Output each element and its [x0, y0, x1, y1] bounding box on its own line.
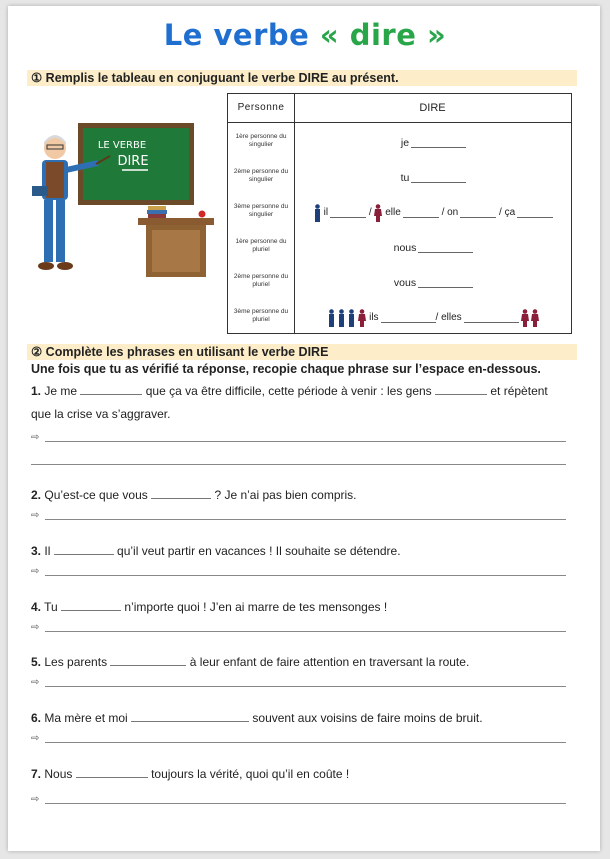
answer-blank[interactable] [131, 711, 249, 722]
arrow-icon: ⇨ [31, 677, 40, 688]
conjugation-table [227, 93, 572, 334]
answer-blank[interactable] [435, 384, 487, 395]
answer-line[interactable] [31, 432, 566, 446]
arrow-icon: ⇨ [31, 622, 40, 633]
table-row [228, 230, 573, 265]
answer-blank[interactable] [418, 278, 473, 288]
answer-blank[interactable] [403, 208, 439, 218]
person-label: 2ème personne du singulier [233, 168, 289, 183]
person-label: 3ème personne du pluriel [233, 308, 289, 323]
pronoun-nous: nous [393, 241, 417, 254]
pronoun-vous: vous [393, 276, 417, 289]
male-group-icon [328, 309, 346, 327]
question-4: 4. Tu n’importe quoi ! J’en ai marre de tes mensonges ! [31, 600, 388, 614]
header-verb: DIRE [294, 94, 571, 123]
table-row [228, 265, 573, 300]
pronoun-je: je [400, 136, 410, 149]
answer-blank[interactable] [54, 544, 114, 555]
section2-instruction: ② Complète les phrases en utilisant le verbe DIRE [27, 344, 577, 360]
answer-line[interactable] [31, 510, 566, 524]
answer-blank[interactable] [330, 208, 366, 218]
pronoun-ils: ils [369, 312, 379, 323]
arrow-icon: ⇨ [31, 733, 40, 744]
arrow-icon: ⇨ [31, 432, 40, 443]
female-icon [374, 204, 382, 222]
teacher-illustration [30, 118, 220, 283]
question-3: 3. Il qu’il veut partir en vacances ! Il souhaite se détendre. [31, 544, 401, 558]
arrow-icon: ⇨ [31, 794, 40, 805]
question-1-continued: que la crise va s’aggraver. [31, 407, 171, 421]
answer-blank[interactable] [151, 488, 211, 499]
board-text-1: LE VERBE [97, 140, 147, 151]
page-title [0, 18, 610, 52]
answer-blank[interactable] [381, 313, 436, 323]
answer-line-extra[interactable] [31, 464, 566, 465]
answer-blank[interactable] [110, 655, 186, 666]
answer-line[interactable] [31, 733, 566, 747]
female-group-icon [521, 309, 539, 327]
answer-blank[interactable] [76, 767, 148, 778]
question-2: 2. Qu’est-ce que vous ? Je n’ai pas bien compris. [31, 488, 357, 502]
header-person: Personne [228, 94, 295, 123]
arrow-icon: ⇨ [31, 510, 40, 521]
table-row: 3ème personne du singulier il / elle / on / ça [228, 195, 573, 230]
answer-blank[interactable] [418, 243, 473, 253]
answer-line[interactable] [31, 622, 566, 636]
pronoun-il: il [323, 207, 329, 218]
board-text-2: DIRE [117, 154, 149, 169]
person-label: 2ème personne du pluriel [233, 273, 289, 288]
question-5: 5. Les parents à leur enfant de faire attention en traversant la route. [31, 655, 470, 669]
title-part1: Le verbe [163, 18, 310, 52]
table-row [228, 160, 573, 195]
question-6: 6. Ma mère et moi souvent aux voisins de faire moins de bruit. [31, 711, 483, 725]
answer-blank[interactable] [61, 600, 121, 611]
pronoun-elle: elle [385, 207, 401, 218]
person-label: 1ère personne du singulier [235, 133, 287, 148]
section1-instruction: ① Remplis le tableau en conjuguant le verbe DIRE au présent. [27, 70, 577, 86]
answer-blank[interactable] [411, 173, 466, 183]
answer-blank[interactable] [460, 208, 496, 218]
answer-blank[interactable] [464, 313, 519, 323]
person-label: 3ème personne du singulier [233, 203, 289, 218]
table-row [228, 125, 573, 160]
question-1: 1. Je me que ça va être difficile, cette période à venir : les gens et répètent [31, 384, 548, 398]
mixed-group-icon [348, 309, 366, 327]
answer-blank[interactable] [80, 384, 142, 395]
title-part2: « dire » [319, 18, 447, 52]
answer-blank[interactable] [411, 138, 466, 148]
answer-line[interactable] [31, 566, 566, 580]
answer-blank[interactable] [517, 208, 553, 218]
pronoun-tu: tu [400, 171, 410, 184]
question-7: 7. Nous toujours la vérité, quoi qu’il en coûte ! [31, 767, 350, 781]
table-row: 3ème personne du pluriel ils / elles [228, 300, 573, 335]
male-icon [314, 204, 321, 222]
answer-line[interactable] [31, 794, 566, 808]
arrow-icon: ⇨ [31, 566, 40, 577]
answer-line[interactable] [31, 677, 566, 691]
section2-subinstruction: Une fois que tu as vérifié ta réponse, recopie chaque phrase sur l’espace en-dessous. [31, 362, 541, 376]
person-label: 1ère personne du pluriel [235, 238, 287, 253]
